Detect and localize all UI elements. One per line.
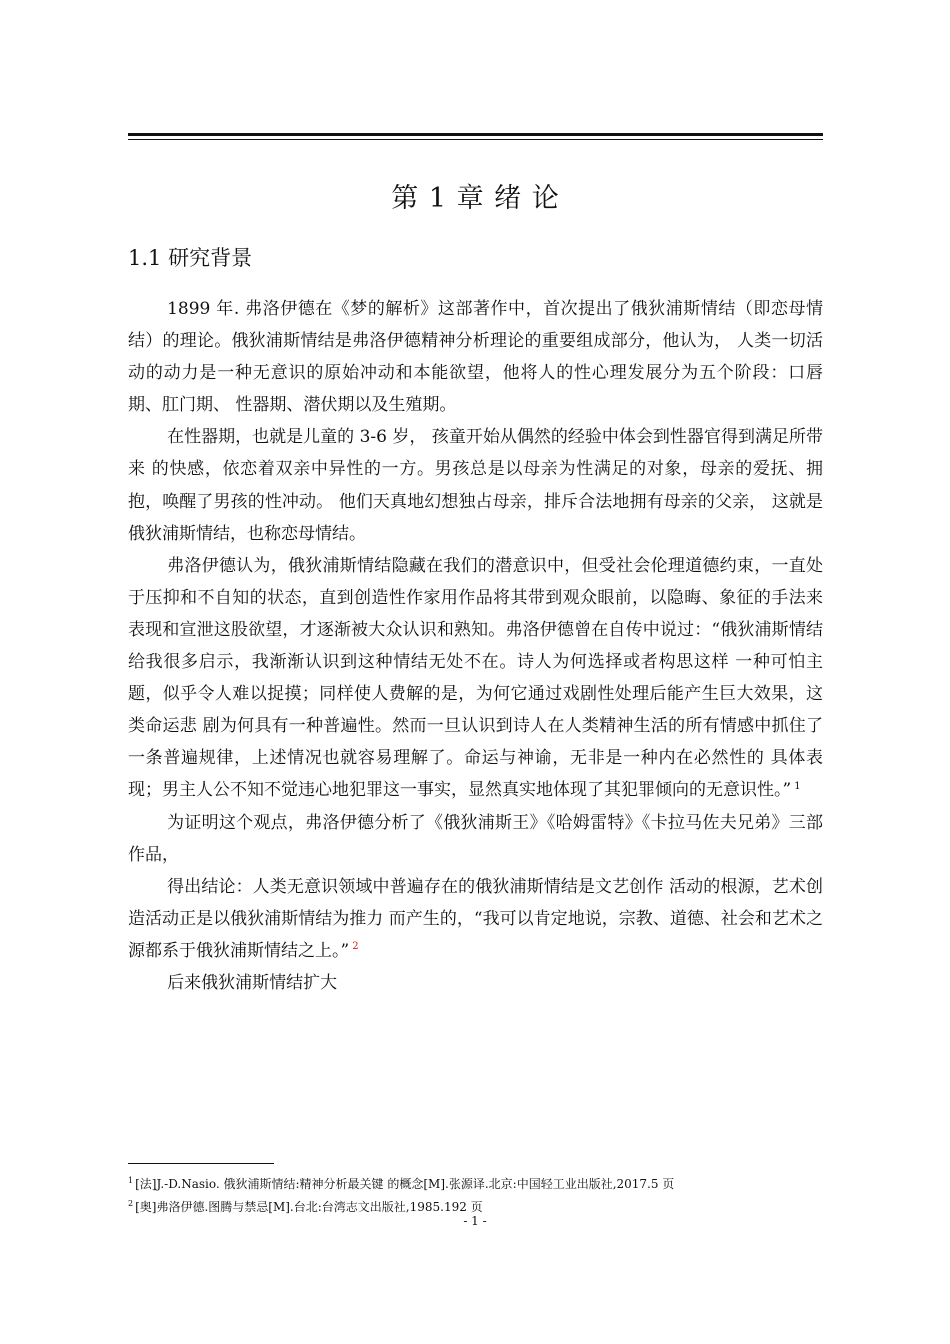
paragraph-text: 为证明这个观点，弗洛伊德分析了《俄狄浦斯王》《哈姆雷特》《卡拉马佐夫兄弟》三部作品， — [128, 812, 823, 865]
header-rule-thick — [128, 133, 823, 136]
footnote-separator — [128, 1163, 274, 1164]
paragraph — [128, 550, 823, 807]
paragraph-text: 在性器期，也就是儿童的 3-6 岁， 孩童开始从偶然的经验中体会到性器官得到满足所带来 的快感，依恋着双亲中异性的一方。男孩总是以母亲为性满足的对象，母亲的爱抚、拥抱，唤醒了男孩的性冲动。 他们天真地幻想独占母亲，排斥合法地拥有母亲的父亲， 这就是俄狄浦斯情结，也称恋母情结。 — [128, 427, 823, 544]
footnote-text: [法]J.-D.Nasio. 俄狄浦斯情结:精神分析最关键 的概念[M].张源译.北京:中国轻工业出版社,2017.5 页 — [135, 1177, 675, 1191]
section-heading: 1.1 研究背景 — [128, 246, 253, 270]
paragraph-text: 弗洛伊德认为，俄狄浦斯情结隐藏在我们的潜意识中，但受社会伦理道德约束，一直处于压抑和不自知的状态，直到创造性作家用作品将其带到观众眼前，以隐晦、象征的手法来表现和宣泄这股欲望，才逐渐被大众认识和熟知。弗洛伊德曾在自传中说过：“俄狄浦斯情结给我很多启示，我渐渐认识到这种情结无处不在。诗人为何选择或者构思这样 一种可怕主题，似乎令人难以捉摸；同样使人费解的是，为何它通过戏剧性处理后能产生巨大效果，这类命运悲 剧为何具有一种普遍性。然而一旦认识到诗人在人类精神生活的所有情感中抓住了一条普遍规律，上述情况也就容易理解了。命运与神谕，无非是一种内在必然性的 具体表现；男主人公不知不觉违心地犯罪这一事实，显然真实地体现了其犯罪倾向的无意识性。” — [128, 555, 823, 801]
page-number: - 1 - — [463, 1214, 487, 1228]
paragraph — [128, 807, 823, 871]
header-rule-thin — [128, 139, 823, 140]
paragraph-text: 1899 年. 弗洛伊德在《梦的解析》这部著作中，首次提出了俄狄浦斯情结（即恋母情结）的理论。俄狄浦斯情结是弗洛伊德精神分析理论的重要组成部分，他认为， 人类一切活动的动力是一种无意识的原始冲动和本能欲望，他将人的性心理发展分为五个阶段：口唇期、肛门期、 性器期、潜伏期以及生殖期。 — [128, 299, 823, 416]
footnote-ref[interactable]: 2 — [352, 941, 359, 953]
footnote-number: 1 — [128, 1176, 134, 1185]
paragraph — [128, 421, 823, 549]
footnote-ref[interactable]: 1 — [794, 780, 801, 792]
paragraph-text: 后来俄狄浦斯情结扩大 — [167, 972, 338, 993]
body-text — [128, 293, 823, 999]
footnotes — [128, 1171, 823, 1217]
footnote — [128, 1171, 823, 1194]
paragraph — [128, 293, 823, 421]
paragraph — [128, 967, 823, 999]
paragraph — [128, 871, 823, 967]
footnote-text: [奥]弗洛伊德.图腾与禁忌[M].台北:台湾志文出版社,1985.192 页 — [135, 1200, 483, 1214]
footnote-number: 2 — [128, 1199, 134, 1208]
chapter-title: 第 1 章 绪 论 — [391, 183, 560, 214]
paragraph-text: 得出结论：人类无意识领域中普遍存在的俄狄浦斯情结是文艺创作 活动的根源，艺术创造活动正是以俄狄浦斯情结为推力 而产生的，“我可以肯定地说，宗教、道德、社会和艺术之源都系于俄狄浦斯情结之上。” — [128, 876, 823, 961]
